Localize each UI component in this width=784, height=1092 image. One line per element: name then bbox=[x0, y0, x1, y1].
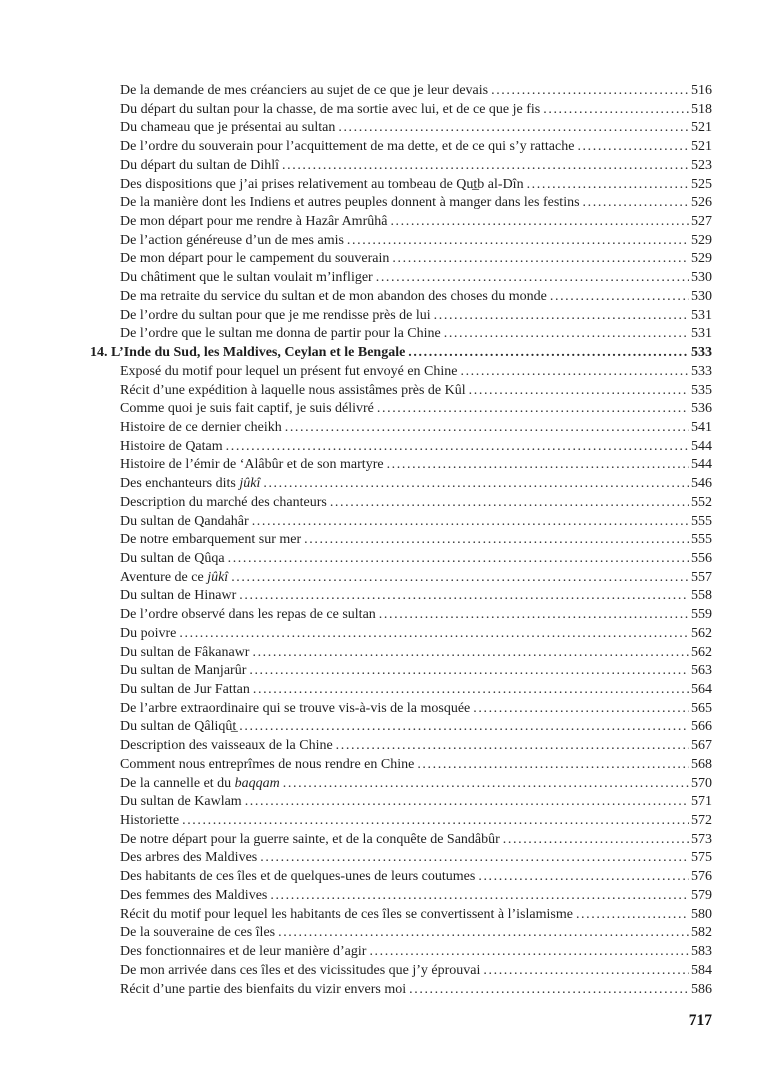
toc-page-number: 556 bbox=[691, 550, 712, 566]
toc-entry-title: De mon départ pour me rendre à Hazâr Amrûhâ bbox=[120, 214, 388, 230]
toc-page-number: 573 bbox=[691, 831, 712, 847]
toc-page-number: 536 bbox=[691, 401, 712, 417]
toc-entry bbox=[90, 849, 712, 868]
toc-leader-dots bbox=[338, 119, 689, 138]
toc-entry bbox=[90, 213, 712, 232]
folio-page-number: 717 bbox=[688, 1012, 712, 1030]
toc-page-number: 525 bbox=[691, 176, 712, 192]
toc-entry bbox=[90, 606, 712, 625]
toc-entry-title: Du sultan de Qandahâr bbox=[120, 513, 249, 529]
toc-entry bbox=[90, 700, 712, 719]
toc-entry-title: De mon départ pour le campement du souverain bbox=[120, 251, 390, 267]
toc-page-number: 565 bbox=[691, 700, 712, 716]
toc-entry bbox=[90, 382, 712, 401]
toc-entry bbox=[90, 288, 712, 307]
toc-page-number: 570 bbox=[691, 775, 712, 791]
toc-entry bbox=[90, 194, 712, 213]
toc-leader-dots bbox=[527, 176, 689, 195]
toc-entry-title: De l’ordre du souverain pour l’acquittement de ma dette, et de ce qui s’y rattache bbox=[120, 139, 575, 155]
toc-leader-dots bbox=[491, 82, 689, 101]
toc-entry-title: Description des vaisseaux de la Chine bbox=[120, 738, 333, 754]
toc-page-number: 586 bbox=[691, 981, 712, 997]
toc-page-number: 518 bbox=[691, 101, 712, 117]
toc-page-number: 582 bbox=[691, 925, 712, 941]
toc-leader-dots bbox=[282, 157, 689, 176]
toc-page-number: 562 bbox=[691, 625, 712, 641]
toc-entry bbox=[90, 662, 712, 681]
toc-entry-title: Description du marché des chanteurs bbox=[120, 494, 327, 510]
toc-entry-title: Des arbres des Maldives bbox=[120, 850, 258, 866]
toc-entry-title: De notre départ pour la guerre sainte, et de la conquête de Sandâbûr bbox=[120, 831, 500, 847]
toc-page-number: 529 bbox=[691, 251, 712, 267]
toc-entry-title: Du sultan de Qâliqût̲ bbox=[120, 719, 237, 735]
toc-entry-title: Du chameau que je présentai au sultan bbox=[120, 120, 336, 136]
toc-page-number: 576 bbox=[691, 869, 712, 885]
toc-entry-title: Du sultan de Manjarûr bbox=[120, 663, 247, 679]
toc-entry-title: Des dispositions que j’ai prises relativement au tombeau de Qut̲b al-Dîn bbox=[120, 176, 524, 192]
toc-leader-dots bbox=[347, 232, 689, 251]
toc-leader-dots bbox=[387, 456, 689, 475]
toc-entry bbox=[90, 793, 712, 812]
toc-page-number: 516 bbox=[691, 83, 712, 98]
toc-leader-dots bbox=[330, 494, 689, 513]
toc-leader-dots bbox=[179, 625, 689, 644]
toc-leader-dots bbox=[478, 868, 689, 887]
toc-page-number: 583 bbox=[691, 944, 712, 960]
toc-leader-dots bbox=[390, 213, 689, 232]
toc-page-number: 530 bbox=[691, 270, 712, 286]
toc-page-number: 575 bbox=[691, 850, 712, 866]
toc-entry-title: 14. L’Inde du Sud, les Maldives, Ceylan et le Bengale bbox=[90, 345, 406, 361]
toc-entry bbox=[90, 906, 712, 925]
toc-entry-title: Récit d’une expédition à laquelle nous assistâmes près de Kûl bbox=[120, 382, 466, 398]
toc-entry bbox=[90, 138, 712, 157]
toc-page-number: 521 bbox=[691, 139, 712, 155]
toc-entry-title: De notre embarquement sur mer bbox=[120, 532, 302, 548]
toc-entry-title: Comme quoi je suis fait captif, je suis délivré bbox=[120, 401, 374, 417]
toc-entry-title: Du sultan de Hinawr bbox=[120, 588, 237, 604]
toc-page-number: 546 bbox=[691, 476, 712, 492]
toc-list bbox=[90, 82, 712, 999]
toc-entry-title: Histoire de l’émir de ‘Alâbûr et de son martyre bbox=[120, 457, 384, 473]
toc-entry bbox=[90, 400, 712, 419]
toc-leader-dots bbox=[285, 419, 689, 438]
toc-entry bbox=[90, 101, 712, 120]
toc-page-number: 529 bbox=[691, 232, 712, 248]
toc-entry-title: Récit du motif pour lequel les habitants de ces îles se convertissent à l’islamisme bbox=[120, 906, 573, 922]
toc-page-number: 544 bbox=[691, 457, 712, 473]
toc-leader-dots bbox=[376, 269, 689, 288]
toc-leader-dots bbox=[392, 250, 689, 269]
toc-entry bbox=[90, 644, 712, 663]
toc-entry bbox=[90, 775, 712, 794]
toc-page-number: 531 bbox=[691, 307, 712, 323]
toc-leader-dots bbox=[469, 382, 689, 401]
toc-entry bbox=[90, 887, 712, 906]
toc-page-number: 580 bbox=[691, 906, 712, 922]
toc-entry bbox=[90, 475, 712, 494]
toc-leader-dots bbox=[239, 587, 689, 606]
toc-entry-title: Du sultan de Jur Fattan bbox=[120, 682, 250, 697]
toc-leader-dots bbox=[260, 849, 689, 868]
toc-entry-title: De l’action généreuse d’un de mes amis bbox=[120, 232, 344, 248]
toc-leader-dots bbox=[278, 924, 689, 943]
toc-page-number: 567 bbox=[691, 738, 712, 754]
toc-page-number: 566 bbox=[691, 719, 712, 735]
toc-page-number: 541 bbox=[691, 419, 712, 435]
toc-leader-dots bbox=[304, 531, 689, 550]
toc-leader-dots bbox=[252, 513, 689, 532]
toc-page-number: 527 bbox=[691, 214, 712, 230]
toc-entry-title: De la demande de mes créanciers au sujet de ce que je leur devais bbox=[120, 83, 489, 98]
toc-leader-dots bbox=[253, 681, 689, 700]
toc-entry-title: Du sultan de Fâkanawr bbox=[120, 644, 250, 660]
toc-page-number: 562 bbox=[691, 644, 712, 660]
toc-entry bbox=[90, 756, 712, 775]
toc-leader-dots bbox=[473, 700, 689, 719]
toc-page-number: 555 bbox=[691, 532, 712, 548]
toc-entry-title: Exposé du motif pour lequel un présent fut envoyé en Chine bbox=[120, 363, 458, 379]
toc-entry bbox=[90, 569, 712, 588]
toc-leader-dots bbox=[239, 718, 689, 737]
toc-page-number: 535 bbox=[691, 382, 712, 398]
toc-entry-title: Du départ du sultan de Dihlî bbox=[120, 157, 280, 173]
toc-leader-dots bbox=[483, 962, 689, 981]
toc-entry bbox=[90, 363, 712, 382]
toc-entry bbox=[90, 176, 712, 195]
toc-entry-title: Récit d’une partie des bienfaits du vizir envers moi bbox=[120, 981, 407, 997]
toc-entry-title: Du départ du sultan pour la chasse, de ma sortie avec lui, et de ce que je fis bbox=[120, 101, 541, 117]
toc-entry-title: Historiette bbox=[120, 813, 180, 829]
toc-entry-title: De la souveraine de ces îles bbox=[120, 925, 276, 941]
toc-page-number: 555 bbox=[691, 513, 712, 529]
toc-entry bbox=[90, 494, 712, 513]
toc-page-number: 571 bbox=[691, 794, 712, 810]
toc-entry bbox=[90, 250, 712, 269]
toc-entry bbox=[90, 962, 712, 981]
toc-entry-title: De l’ordre que le sultan me donna de partir pour la Chine bbox=[120, 326, 441, 342]
toc-entry bbox=[90, 82, 712, 101]
toc-entry bbox=[90, 438, 712, 457]
toc-leader-dots bbox=[263, 475, 689, 494]
toc-leader-dots bbox=[369, 943, 689, 962]
toc-page-number: 557 bbox=[691, 569, 712, 585]
toc-page-number: 533 bbox=[691, 363, 712, 379]
toc-entry bbox=[90, 981, 712, 1000]
toc-leader-dots bbox=[336, 737, 689, 756]
toc-leader-dots bbox=[182, 812, 689, 831]
toc-page-number: 526 bbox=[691, 195, 712, 211]
toc-leader-dots bbox=[231, 569, 689, 588]
toc-page-number: 579 bbox=[691, 887, 712, 903]
toc-entry-title: Du poivre bbox=[120, 625, 177, 641]
toc-entry bbox=[90, 625, 712, 644]
toc-entry-title: Du châtiment que le sultan voulait m’infliger bbox=[120, 270, 373, 286]
toc-entry bbox=[90, 157, 712, 176]
toc-leader-dots bbox=[550, 288, 689, 307]
toc-leader-dots bbox=[270, 887, 689, 906]
toc-page-number: 559 bbox=[691, 607, 712, 623]
toc-leader-dots bbox=[503, 831, 689, 850]
toc-entry bbox=[90, 681, 712, 700]
toc-page-number: 558 bbox=[691, 588, 712, 604]
toc-leader-dots bbox=[409, 981, 689, 1000]
toc-entry bbox=[90, 868, 712, 887]
toc-entry-title: Du sultan de Qûqa bbox=[120, 550, 225, 566]
toc-entry bbox=[90, 456, 712, 475]
toc-leader-dots bbox=[245, 793, 689, 812]
toc-entry bbox=[90, 232, 712, 251]
toc-entry bbox=[90, 531, 712, 550]
toc-entry bbox=[90, 718, 712, 737]
toc-leader-dots bbox=[543, 101, 689, 120]
toc-entry-title: Des habitants de ces îles et de quelques-unes de leurs coutumes bbox=[120, 869, 476, 885]
toc-page-number: 523 bbox=[691, 157, 712, 173]
toc-leader-dots bbox=[417, 756, 689, 775]
toc-entry-title: Aventure de ce jûkî bbox=[120, 569, 229, 585]
toc-chapter-entry bbox=[90, 344, 712, 363]
toc-entry-title: De la manière dont les Indiens et autres peuples donnent à manger dans les festins bbox=[120, 195, 580, 211]
toc-leader-dots bbox=[226, 438, 689, 457]
toc-entry bbox=[90, 924, 712, 943]
toc-leader-dots bbox=[576, 906, 689, 925]
toc-entry bbox=[90, 307, 712, 326]
toc-page-number: 563 bbox=[691, 663, 712, 679]
toc-page-number: 552 bbox=[691, 494, 712, 510]
toc-leader-dots bbox=[379, 606, 689, 625]
toc-entry bbox=[90, 419, 712, 438]
toc-entry-title: De ma retraite du service du sultan et de mon abandon des choses du monde bbox=[120, 288, 547, 304]
toc-leader-dots bbox=[249, 662, 689, 681]
toc-page-number: 544 bbox=[691, 438, 712, 454]
toc-entry-title: De mon arrivée dans ces îles et des vicissitudes que j’y éprouvai bbox=[120, 962, 481, 978]
toc-page-number: 584 bbox=[691, 962, 712, 978]
toc-entry-title: Histoire de ce dernier cheikh bbox=[120, 419, 282, 435]
toc-leader-dots bbox=[444, 325, 689, 344]
toc-page-number: 564 bbox=[691, 682, 712, 697]
toc-page-number: 533 bbox=[691, 345, 712, 361]
toc-entry bbox=[90, 831, 712, 850]
toc-leader-dots bbox=[283, 775, 689, 794]
toc-leader-dots bbox=[228, 550, 689, 569]
toc-entry-title: Des enchanteurs dits jûkî bbox=[120, 476, 261, 492]
toc-entry-title: Des femmes des Maldives bbox=[120, 887, 268, 903]
toc-entry bbox=[90, 325, 712, 344]
toc-leader-dots bbox=[583, 194, 689, 213]
toc-entry bbox=[90, 943, 712, 962]
toc-entry bbox=[90, 737, 712, 756]
toc-entry bbox=[90, 550, 712, 569]
toc-entry bbox=[90, 587, 712, 606]
toc-leader-dots bbox=[434, 307, 689, 326]
toc-entry bbox=[90, 513, 712, 532]
toc-leader-dots bbox=[377, 400, 689, 419]
toc-entry bbox=[90, 269, 712, 288]
toc-entry-title: De l’arbre extraordinaire qui se trouve vis-à-vis de la mosquée bbox=[120, 700, 471, 716]
toc-entry-title: De l’ordre du sultan pour que je me rendisse près de lui bbox=[120, 307, 431, 323]
toc-entry bbox=[90, 812, 712, 831]
toc-page-number: 521 bbox=[691, 120, 712, 136]
toc-leader-dots bbox=[577, 138, 689, 157]
toc-entry-title: De la cannelle et du baqqam bbox=[120, 775, 280, 791]
toc-entry-title: De l’ordre observé dans les repas de ce sultan bbox=[120, 607, 376, 623]
toc-leader-dots bbox=[408, 344, 689, 363]
toc-entry-title: Des fonctionnaires et de leur manière d’agir bbox=[120, 944, 367, 960]
toc-leader-dots bbox=[252, 644, 689, 663]
toc-entry bbox=[90, 119, 712, 138]
toc-page-number: 530 bbox=[691, 288, 712, 304]
toc-page-number: 572 bbox=[691, 813, 712, 829]
toc-entry-title: Histoire de Qatam bbox=[120, 438, 223, 454]
toc-page-number: 531 bbox=[691, 326, 712, 342]
toc-leader-dots bbox=[460, 363, 689, 382]
toc-entry-title: Du sultan de Kawlam bbox=[120, 794, 242, 810]
toc-entry-title: Comment nous entreprîmes de nous rendre en Chine bbox=[120, 756, 415, 772]
toc-page-number: 568 bbox=[691, 756, 712, 772]
